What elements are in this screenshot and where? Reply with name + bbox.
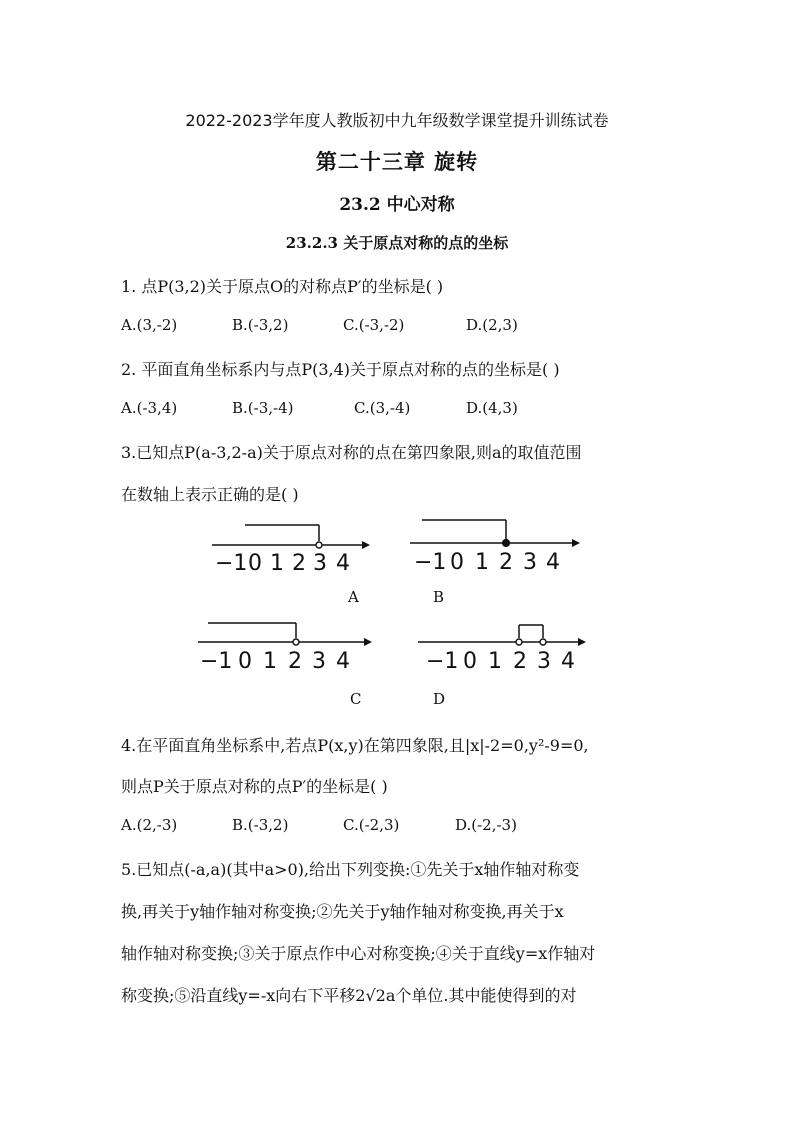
question-4-option-b: B.(-3,2) xyxy=(232,816,289,834)
number-line-a xyxy=(212,515,372,575)
figure-label-a: A xyxy=(348,588,359,606)
question-4-option-c: C.(-2,3) xyxy=(343,816,400,834)
tick-label: 1 xyxy=(270,551,284,576)
question-5-stem-line-3: 轴作轴对称变换;③关于原点作中心对称变换;④关于直线y=x作轴对 xyxy=(121,944,596,963)
tick-label: 0 xyxy=(248,551,262,576)
tick-label: 3 xyxy=(523,550,537,575)
tick-label: 1 xyxy=(475,550,489,575)
tick-label: 4 xyxy=(546,550,560,575)
section-title: 23.2 中心对称 xyxy=(339,195,455,215)
question-2-option-b: B.(-3,-4) xyxy=(232,399,294,417)
tick-label: 1 xyxy=(488,649,502,674)
question-2-option-a: A.(-3,4) xyxy=(121,399,178,417)
question-4-stem-line-1: 4.在平面直角坐标系中,若点P(x,y)在第四象限,且|x|-2=0,y²-9=0, xyxy=(121,736,589,755)
question-4-stem-line-2: 则点P关于原点对称的点P′的坐标是( ) xyxy=(121,777,388,796)
tick-label: −1 xyxy=(215,551,248,576)
tick-label: 0 xyxy=(463,649,477,674)
question-1-stem: 1. 点P(3,2)关于原点O的对称点P′的坐标是( ) xyxy=(121,277,444,296)
tick-label: 4 xyxy=(561,649,575,674)
tick-label: 1 xyxy=(263,649,277,674)
tick-label: 0 xyxy=(450,550,464,575)
question-1-option-b: B.(-3,2) xyxy=(232,316,289,334)
question-2-stem: 2. 平面直角坐标系内与点P(3,4)关于原点对称的点的坐标是( ) xyxy=(121,360,560,379)
question-3-stem-line-2: 在数轴上表示正确的是( ) xyxy=(121,485,299,504)
series-title: 2022-2023学年度人教版初中九年级数学课堂提升训练试卷 xyxy=(185,111,609,130)
question-1-option-a: A.(3,-2) xyxy=(121,316,178,334)
question-5-stem-line-4: 称变换;⑤沿直线y=-x向右下平移2√2a个单位.其中能使得到的对 xyxy=(121,986,577,1005)
question-2-option-d: D.(4,3) xyxy=(466,399,518,417)
tick-label: 3 xyxy=(537,649,551,674)
tick-label: −1 xyxy=(200,649,233,674)
chapter-title: 第二十三章 旋转 xyxy=(315,149,479,174)
tick-label: 3 xyxy=(312,649,326,674)
tick-label: −1 xyxy=(426,649,459,674)
tick-label: −1 xyxy=(414,550,447,575)
tick-label: 3 xyxy=(313,551,327,576)
tick-label: 0 xyxy=(238,649,252,674)
question-5-stem-line-1: 5.已知点(-a,a)(其中a>0),给出下列变换:①先关于x轴作轴对称变 xyxy=(121,860,580,879)
tick-label: 2 xyxy=(513,649,527,674)
figure-label-b: B xyxy=(433,588,445,606)
tick-label: 2 xyxy=(288,649,302,674)
question-3-stem-line-1: 3.已知点P(a-3,2-a)关于原点对称的点在第四象限,则a的取值范围 xyxy=(121,443,582,462)
number-line-b xyxy=(410,513,585,575)
tick-label: 4 xyxy=(336,551,350,576)
subsection-title: 23.2.3 关于原点对称的点的坐标 xyxy=(285,234,509,252)
question-2-option-c: C.(3,-4) xyxy=(354,399,411,417)
figure-label-c: C xyxy=(350,690,362,708)
tick-label: 2 xyxy=(292,551,306,576)
number-line-c xyxy=(198,616,378,678)
number-line-d xyxy=(418,616,593,678)
question-4-option-a: A.(2,-3) xyxy=(121,816,178,834)
tick-label: 4 xyxy=(336,649,350,674)
question-1-option-d: D.(2,3) xyxy=(466,316,518,334)
question-5-stem-line-2: 换,再关于y轴作轴对称变换;②先关于y轴作轴对称变换,再关于x xyxy=(121,902,564,921)
question-1-option-c: C.(-3,-2) xyxy=(343,316,405,334)
question-4-option-d: D.(-2,-3) xyxy=(455,816,517,834)
tick-label: 2 xyxy=(499,550,513,575)
figure-label-d: D xyxy=(433,690,446,708)
